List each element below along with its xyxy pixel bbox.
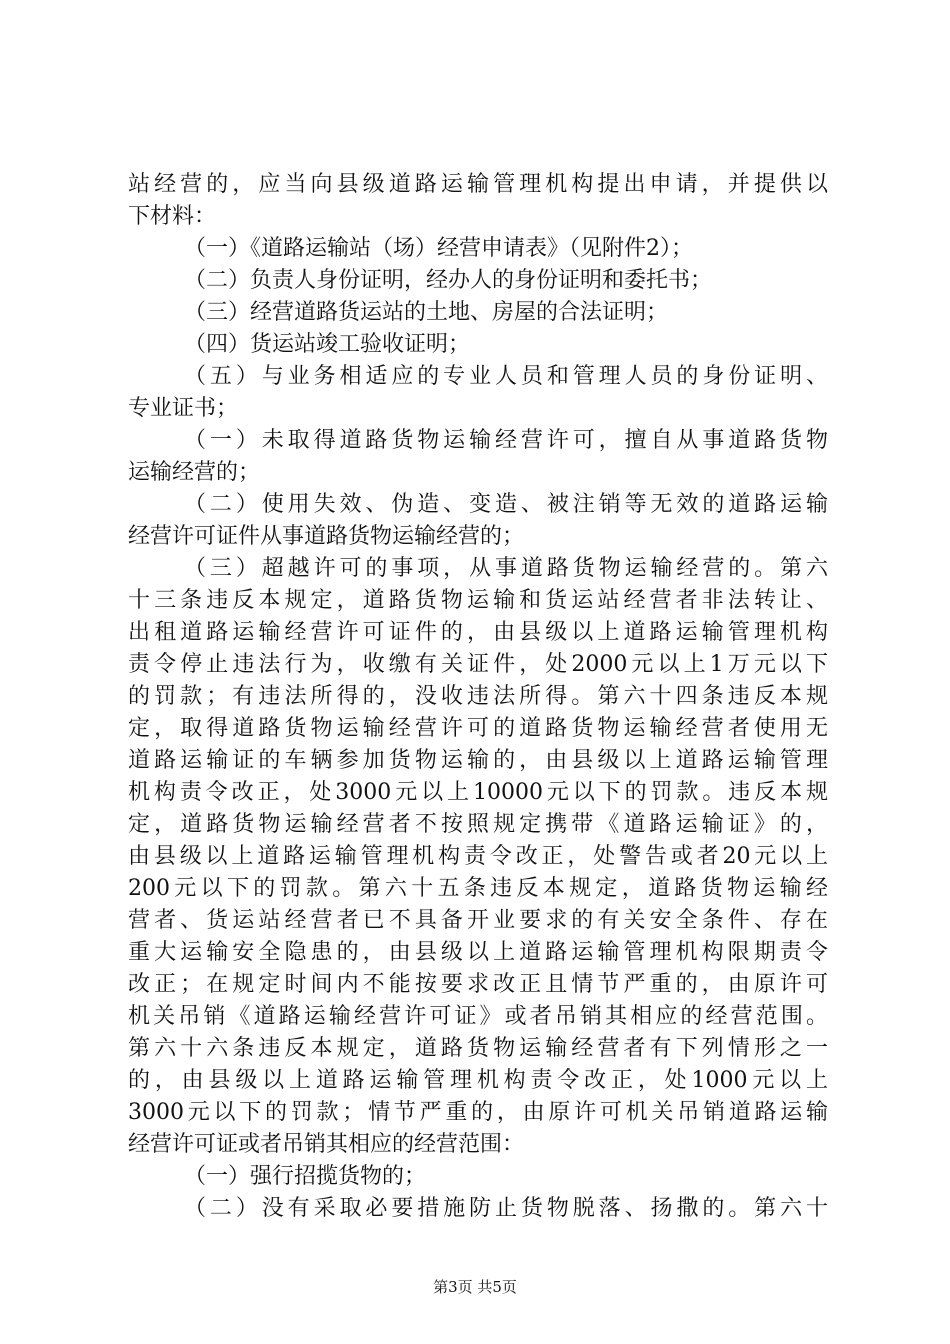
text-line: （四）货运站竣工验收证明； xyxy=(184,332,471,357)
text-line: 的罚款；有违法所得的，没收违法所得。第六十四条违反本规 xyxy=(128,684,828,709)
text-line: 责令停止违法行为，收缴有关证件，处2000元以上1万元以下 xyxy=(128,652,828,677)
text-line: 改正；在规定时间内不能按要求改正且情节严重的，由原许可 xyxy=(128,972,828,997)
text-line: （二）没有采取必要措施防止货物脱落、扬撒的。第六十 xyxy=(184,1196,828,1221)
text-line: 机关吊销《道路运输经营许可证》或者吊销其相应的经营范围。 xyxy=(128,1004,828,1029)
text-line: 由县级以上道路运输管理机构责令改正，处警告或者20元以上 xyxy=(128,844,828,869)
text-line: （二）负责人身份证明，经办人的身份证明和委托书； xyxy=(184,268,713,293)
text-line: 3000元以下的罚款；情节严重的，由原许可机关吊销道路运输 xyxy=(128,1100,828,1125)
text-line: 十三条违反本规定，道路货物运输和货运站经营者非法转让、 xyxy=(128,588,828,613)
text-line: 经营许可证件从事道路货物运输经营的； xyxy=(128,524,525,549)
text-line: 经营许可证或者吊销其相应的经营范围： xyxy=(128,1132,525,1157)
text-line: 运输经营的； xyxy=(128,460,261,485)
text-line: 重大运输安全隐患的，由县级以上道路运输管理机构限期责令 xyxy=(128,940,828,965)
text-line: （三）经营道路货运站的土地、房屋的合法证明； xyxy=(184,300,669,325)
text-line: （二）使用失效、伪造、变造、被注销等无效的道路运输 xyxy=(184,492,828,517)
page-footer: 第3页 共5页 xyxy=(433,1278,517,1296)
text-line: 专业证书； xyxy=(128,396,239,421)
text-line: 机构责令改正，处3000元以上10000元以下的罚款。违反本规 xyxy=(128,780,828,805)
text-line: 定，取得道路货物运输经营许可的道路货物运输经营者使用无 xyxy=(128,716,828,741)
text-line: 第六十六条违反本规定，道路货物运输经营者有下列情形之一 xyxy=(128,1036,828,1061)
text-line: 的，由县级以上道路运输管理机构责令改正，处1000元以上 xyxy=(128,1068,828,1093)
text-line: （一）未取得道路货物运输经营许可，擅自从事道路货物 xyxy=(184,428,828,453)
text-line: 出租道路运输经营许可证件的，由县级以上道路运输管理机构 xyxy=(128,620,828,645)
text-line: （三）超越许可的事项，从事道路货物运输经营的。第六 xyxy=(184,556,828,581)
document-body xyxy=(128,169,828,1225)
text-line: 道路运输证的车辆参加货物运输的，由县级以上道路运输管理 xyxy=(128,748,828,773)
text-line: 下材料： xyxy=(128,204,217,229)
text-line: （一）强行招揽货物的； xyxy=(184,1164,427,1189)
text-line: （五）与业务相适应的专业人员和管理人员的身份证明、 xyxy=(184,364,828,389)
text-line: 站经营的，应当向县级道路运输管理机构提出申请，并提供以 xyxy=(128,172,828,197)
text-line: 200元以下的罚款。第六十五条违反本规定，道路货物运输经 xyxy=(128,876,828,901)
text-line: （一）《道路运输站（场）经营申请表》（见附件2）； xyxy=(184,236,693,261)
text-line: 定，道路货物运输经营者不按照规定携带《道路运输证》的， xyxy=(128,812,828,837)
text-line: 营者、货运站经营者已不具备开业要求的有关安全条件、存在 xyxy=(128,908,828,933)
